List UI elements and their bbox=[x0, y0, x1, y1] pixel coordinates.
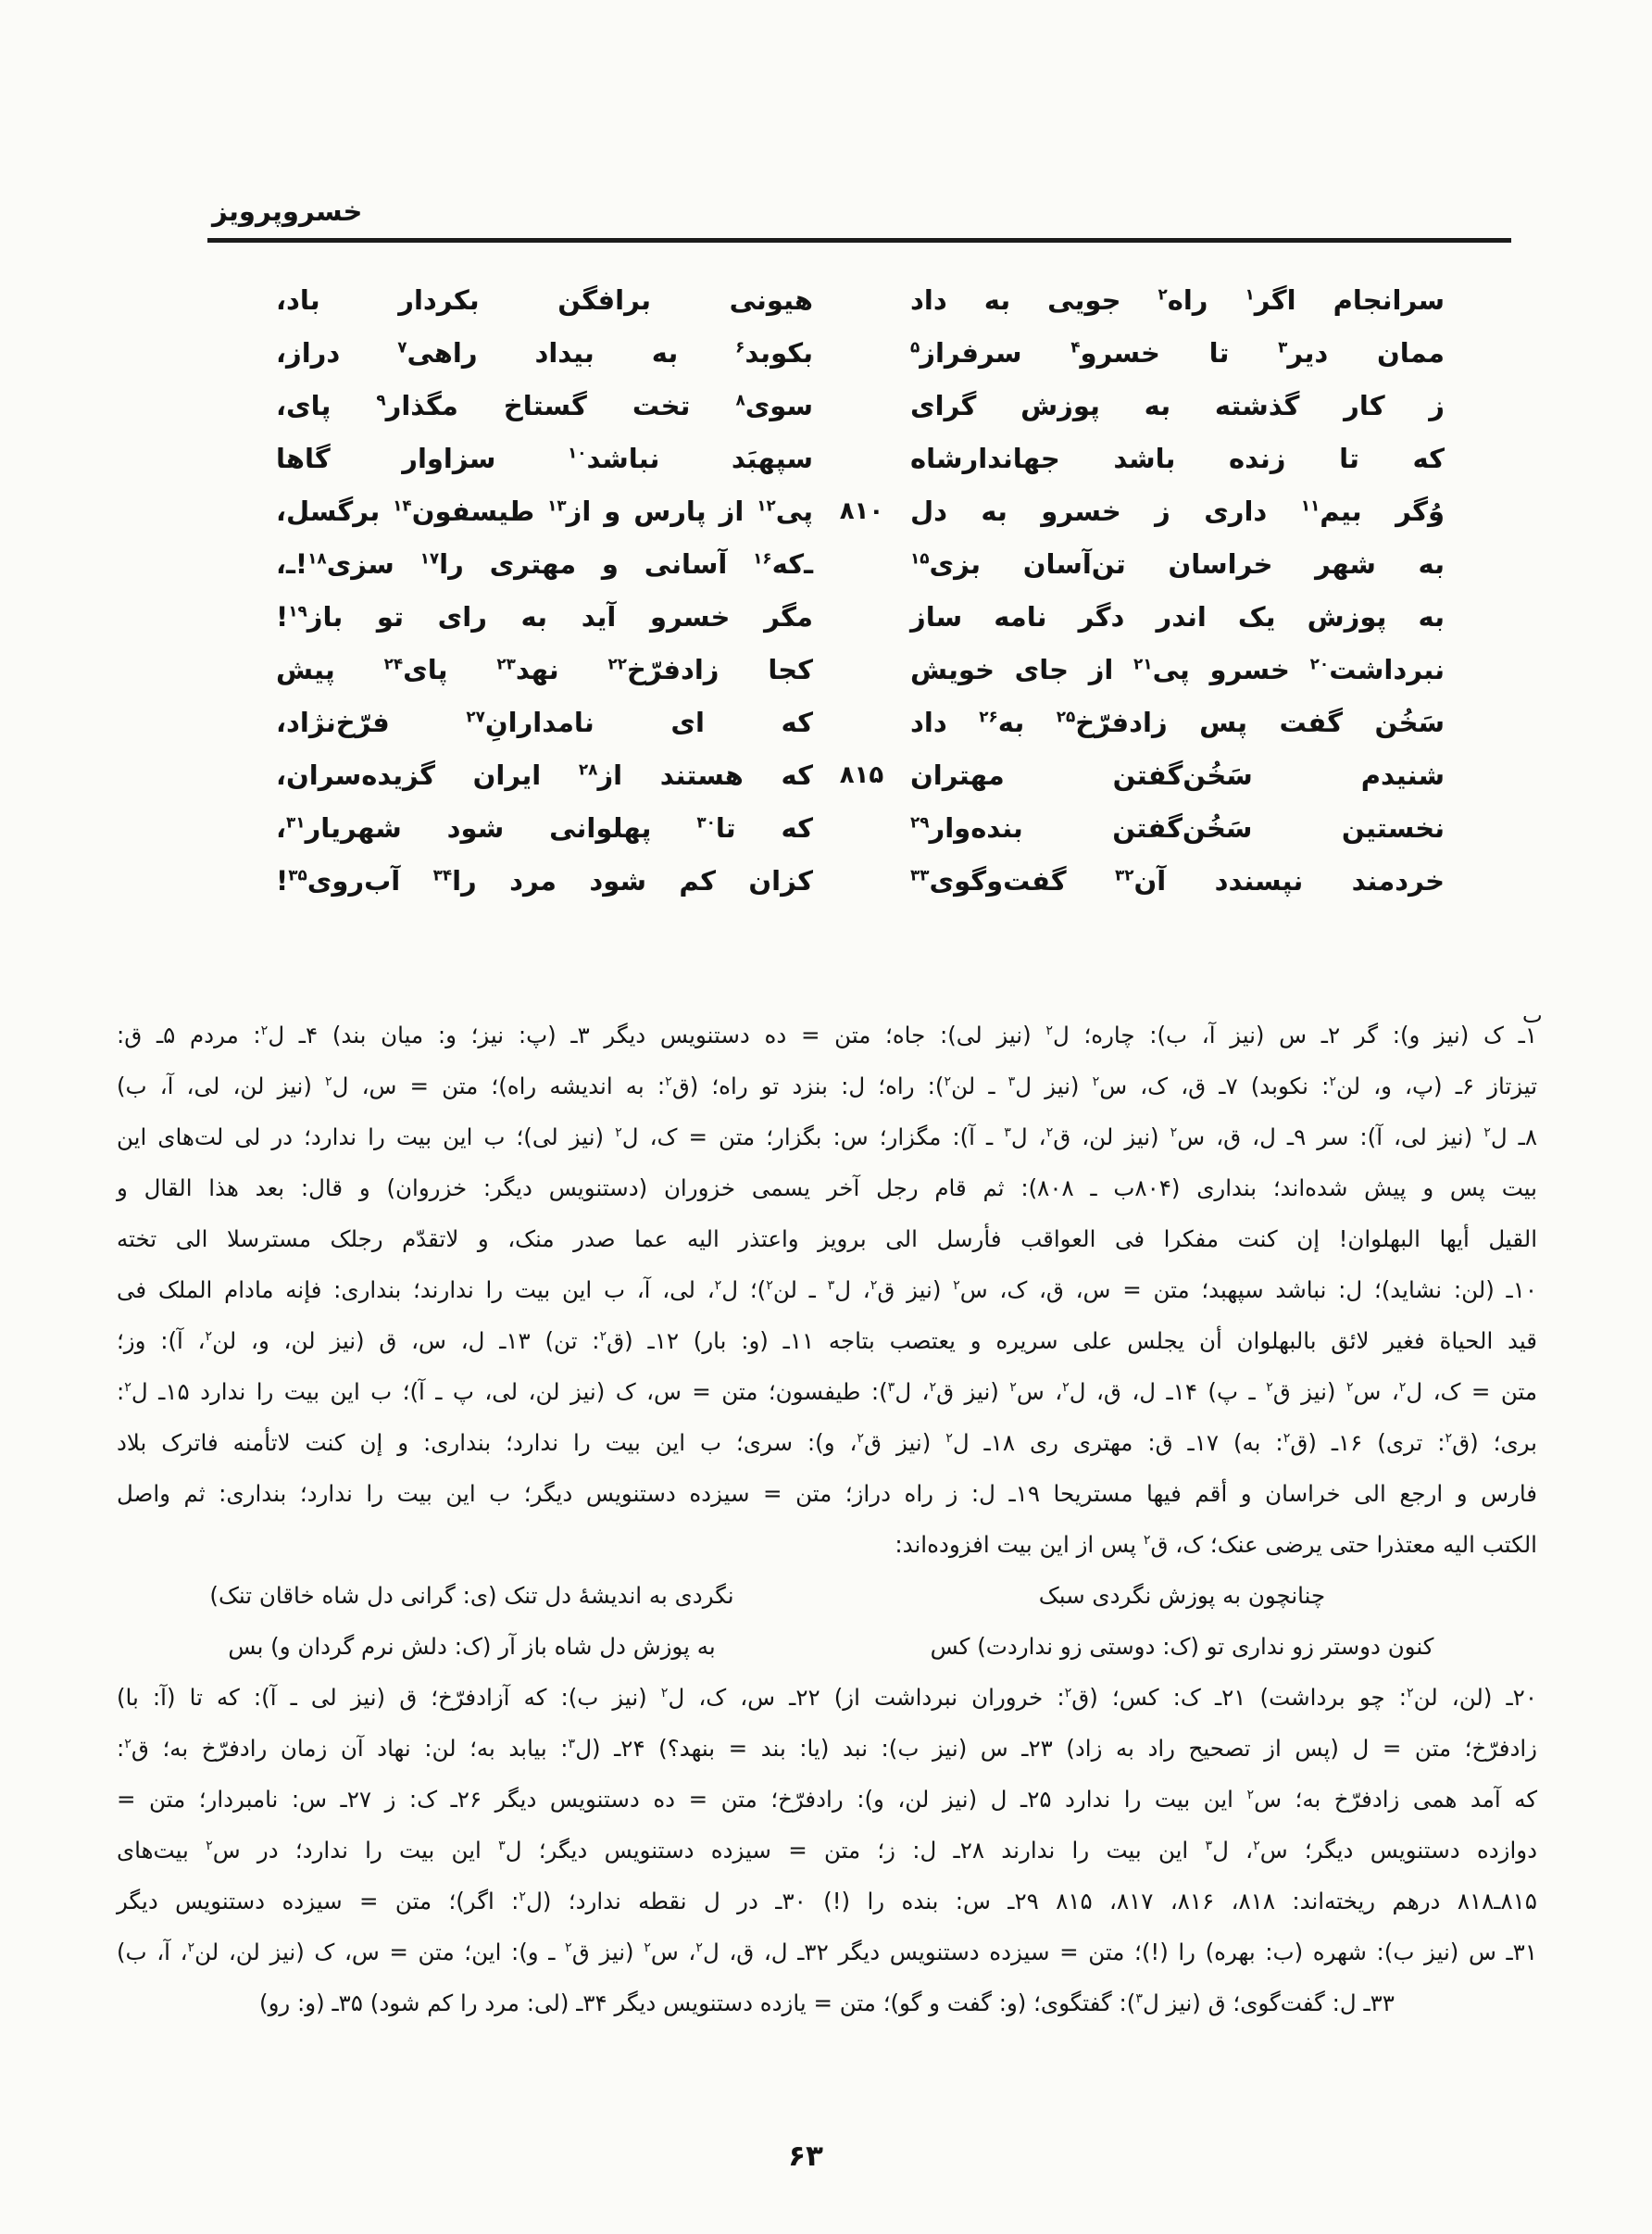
hemistich-b: که تا$^{۳۰}$ پهلوانی شود شهریار$^{۳۱}$، bbox=[276, 812, 813, 844]
apparatus-line: القیل أیها البهلوان! إن کنت مفکرا فی العواقب فأرسل الی برویز واعتذر الیه عما صدر منک، و لاتقدّم رجلک مسترسلا الی تخته bbox=[117, 1225, 1537, 1252]
apparatus-line: ۳۱ـ س (نیز ب): شهره (ب: بهره) را (!)؛ متن = سیزده دستنویس دیگر ۳۲ـ ل، ق، ل$^۲$، س$^۲$ (نیز ق$^۲$ ـ و): این؛ متن = س، ک (نیز لن، لن$^۲$، آ، ب) bbox=[117, 1939, 1537, 1965]
apparatus-line: الکتب الیه معتذرا حتی یرضی عنک؛ ک، ق$^۲$ پس از این بیت افزوده‌اند: bbox=[895, 1531, 1537, 1558]
verse-row bbox=[276, 802, 1445, 855]
hemistich-a: ممان دیر$^۳$ تا خسرو$^۴$ سرفراز$^۵$ bbox=[910, 337, 1445, 369]
page-number: ۶۳ bbox=[788, 2140, 823, 2173]
apparatus-line: متن = ک، ل$^۲$، س$^۲$ (نیز ق$^۲$ ـ پ) ۱۴ـ ل، ق، ل$^۲$، س$^۲$ (نیز ق$^۲$، ل$^۳$): طیفسون؛ متن = س، ک (نیز لن، لی، پ ـ آ)؛ ب این بیت را ندارد ۱۵ـ ل$^۲$: bbox=[117, 1378, 1538, 1405]
apparatus-line: ۲۰ـ (لن، لن$^۲$: چو برداشت) ۲۱ـ ک: کس؛ (ق$^۲$: خروران نبرداشت از) ۲۲ـ س، ک، ل$^۲$ (نیز ب): که آزادفرّخ؛ ق (نیز لی ـ آ): که تا (آ: با) bbox=[117, 1684, 1537, 1711]
verse-row bbox=[276, 591, 1445, 644]
verse-number: ۸۱۰ bbox=[839, 497, 884, 525]
hemistich-b: پی$^{۱۲}$ از پارس و از$^{۱۳}$ طیسفون$^{۱۴}$ برگسل، bbox=[276, 496, 813, 527]
apparatus-line: ۳۳ـ ل: گفت‌گوی؛ ق (نیز ل$^۳$): گفتگوی؛ (و: گفت و گو)؛ متن = یازده دستنویس دیگر ۳۴ـ (لی: مرد را کم شود) ۳۵ـ (و: رو) bbox=[259, 1989, 1395, 2016]
hemistich-a: شنیدم سَخُن‌گفتن مهتران bbox=[910, 759, 1445, 791]
hemistich-b: کزان کم شود مرد را$^{۳۴}$ آب‌روی$^{۳۵}$! bbox=[276, 865, 814, 897]
apparatus-line: که آمد همی زادفرّخ به؛ س$^۲$ این بیت را ندارد ۲۵ـ ل (نیز لن، و): رادفرّخ؛ متن = ده دستنویس دیگر ۲۶ـ ک: ز ۲۷ـ س: نامبردار؛ متن = bbox=[117, 1786, 1538, 1813]
hemistich-a: سَخُن گفت پس زادفرّخ$^{۲۵}$ به$^{۲۶}$ داد bbox=[910, 707, 1445, 738]
hemistich-b: مگر خسرو آید به رای تو باز$^{۱۹}$! bbox=[276, 601, 813, 633]
verse-row bbox=[276, 749, 1445, 802]
hemistich-a: نبرداشت$^{۲۰}$ خسرو پی$^{۲۱}$ از جای خویش bbox=[910, 654, 1445, 685]
hemistich-b: هیونی برافگن بکردار باد، bbox=[276, 284, 813, 316]
hemistich-b: ـ‌که$^{۱۶}$ آسانی و مهتری را$^{۱۷}$ سزی$^{۱۸}$!ـ، bbox=[276, 548, 814, 580]
margin-mark: ٮ bbox=[1522, 1004, 1543, 1028]
verse-row bbox=[276, 644, 1445, 697]
running-header-title: خسروپرویز bbox=[212, 195, 363, 227]
apparatus-hemistich-a: چنانچون به پوزش نگردی سبک bbox=[1038, 1582, 1326, 1609]
verse-row bbox=[276, 855, 1445, 908]
verse-row bbox=[276, 485, 1445, 538]
hemistich-a: خردمند نپسندد آن$^{۳۲}$ گفت‌وگوی$^{۳۳}$ bbox=[910, 865, 1445, 897]
hemistich-a: به شهر خراسان تن‌آسان بزی$^{۱۵}$ bbox=[910, 548, 1445, 580]
hemistich-a: که تا زنده باشد جهاندارشاه bbox=[910, 443, 1445, 474]
hemistich-a: ز کار گذشته به پوزش گرای bbox=[910, 390, 1445, 421]
apparatus-line: ۸ـ ل$^۲$ (نیز لی، آ): سر ۹ـ ل، ق، س$^۲$ (نیز لن، ق$^۲$، ل$^۳$ ـ آ): مگزار؛ س: بگزار؛ متن = ک، ل$^۲$ (نیز لی)؛ ب این بیت را ندارد؛ در لی لت‌های این bbox=[117, 1123, 1538, 1150]
verse-number: ۸۱۵ bbox=[839, 761, 884, 789]
apparatus-line: دوازده دستنویس دیگر؛ س$^۲$، ل$^۳$ این بیت را ندارند ۲۸ـ ل: ز؛ متن = سیزده دستنویس دیگر؛ ل$^۳$ این بیت را ندارد؛ در س$^۲$ بیت‌های bbox=[117, 1837, 1538, 1864]
hemistich-b: که هستند از$^{۲۸}$ ایران گزیده‌سران، bbox=[276, 759, 814, 791]
apparatus-line: ۱۰ـ (لن: نشاید)؛ ل: نباشد سپهبد؛ متن = س، ق، ک، س$^۲$ (نیز ق$^۲$، ل$^۳$ ـ لن$^۲$)؛ ل$^۲$، لی، آ، ب این بیت را ندارند؛ بنداری: فإنه مادام الملک فی bbox=[117, 1276, 1538, 1303]
apparatus-hemistich-b: به پوزش دل شاه باز آر (ک: دلش نرم گردان و) بس bbox=[228, 1633, 716, 1660]
critical-apparatus bbox=[117, 1010, 1537, 2028]
apparatus-line: قید الحیاة فغیر لائق بالبهلوان أن یجلس علی سریره و یعتصب بتاجه ۱۱ـ (و: بار) ۱۲ـ (ق$^۲$: تن) ۱۳ـ ل، س، ق (نیز لن، و، لن$^۲$، آ): وز؛ bbox=[117, 1327, 1538, 1354]
hemistich-b: بکوبد$^۶$ به بیداد راهی$^۷$ دراز، bbox=[276, 337, 813, 369]
apparatus-hemistich-a: کنون دوستر زو نداری تو (ک: دوستی زو نداردت) کس bbox=[930, 1633, 1434, 1660]
hemistich-b: که ای نامدارانِ$^{۲۷}$ فرّخ‌نژاد، bbox=[276, 707, 813, 738]
hemistich-b: سپهبَد نباشد$^{۱۰}$ سزاوار گاها bbox=[276, 443, 813, 474]
hemistich-a: به پوزش یک اندر دگر نامه ساز bbox=[910, 601, 1445, 633]
verse-row bbox=[276, 274, 1445, 327]
apparatus-verse-row bbox=[117, 1570, 1537, 1621]
apparatus-line: بری؛ (ق$^۲$: تری) ۱۶ـ (ق$^۲$: به) ۱۷ـ ق: مهتری ری ۱۸ـ ل$^۲$ (نیز ق$^۲$، و): سری؛ ب این بیت را ندارد؛ بنداری: و إن کنت لاتأمنه فاترک بلاد bbox=[117, 1429, 1537, 1456]
hemistich-a: وُگر بیم$^{۱۱}$ داری ز خسرو به دل bbox=[910, 496, 1445, 527]
verse-row bbox=[276, 327, 1445, 380]
apparatus-line: ۸۱۵ـ۸۱۸ درهم ریخته‌اند: ۸۱۸، ۸۱۶، ۸۱۷، ۸۱۵ ۲۹ـ س: بنده را (!) ۳۰ـ در ل نقطه ندارد؛ (ل$^۲$: اگر)؛ متن = سیزده دستنویس دیگر bbox=[117, 1888, 1537, 1914]
hemistich-b: سوی$^۸$ تخت گستاخ مگذار$^۹$ پای، bbox=[276, 390, 813, 421]
verse-row bbox=[276, 433, 1445, 485]
header-rule bbox=[207, 238, 1511, 243]
apparatus-line: زادفرّخ؛ متن = ل (پس از تصحیح راد به زاد) ۲۳ـ س (نیز ب): نبد (یا: بند = بنهد؟) ۲۴ـ (ل$^۳$: بیابد به؛ لن: نهاد آن زمان رادفرّخ به؛ ق$^۲$: bbox=[117, 1735, 1538, 1762]
apparatus-line: ۱ـ ک (نیز و): گر ۲ـ س (نیز آ، ب): چاره؛ ل$^۲$ (نیز لی): جاه؛ متن = ده دستنویس دیگر ۳ـ (پ: نیز؛ و: میان بند) ۴ـ ل$^۲$: مردم ۵ـ ق: bbox=[117, 1022, 1537, 1048]
apparatus-verse-row bbox=[117, 1621, 1537, 1672]
apparatus-line: تیزتاز ۶ـ (پ، و، لن$^۲$: نکوبد) ۷ـ ق، ک، س$^۲$ (نیز ل$^۳$ ـ لن$^۲$): راه؛ ل: بنزد تو راه؛ (ق$^۲$: به اندیشه راه)؛ متن = س، ل$^۲$ (نیز لن، لی، آ، ب) bbox=[117, 1073, 1538, 1099]
poem-block bbox=[276, 274, 1445, 908]
hemistich-a: نخستین سَخُن‌گفتن بنده‌وار$^{۲۹}$ bbox=[910, 812, 1445, 844]
hemistich-b: کجا زادفرّخ$^{۲۲}$ نهد$^{۲۳}$ پای$^{۲۴}$ پیش bbox=[276, 654, 813, 685]
hemistich-a: سرانجام اگر$^۱$ راه$^۲$ جویی به داد bbox=[910, 284, 1445, 316]
verse-row bbox=[276, 380, 1445, 433]
apparatus-line: فارس و ارجع الی خراسان و أقم فیها مستریحا ۱۹ـ ل: ز راه دراز؛ متن = سیزده دستنویس دیگر؛ ب این بیت را ندارد؛ بنداری: ثم واصل bbox=[117, 1480, 1537, 1507]
verse-row bbox=[276, 697, 1445, 749]
apparatus-hemistich-b: نگردی به اندیشهٔ دل تنک (ی: گرانی دل شاه خاقان تنک) bbox=[209, 1582, 734, 1609]
verse-row bbox=[276, 538, 1445, 591]
apparatus-line: بیت پس و پیش شده‌اند؛ بنداری (۸۰۴ب ـ ۸۰۸): ثم قام رجل آخر یسمی خزوران (دستنویس دیگر: خزروان) و قال: بعد هذا القال و bbox=[117, 1174, 1537, 1201]
